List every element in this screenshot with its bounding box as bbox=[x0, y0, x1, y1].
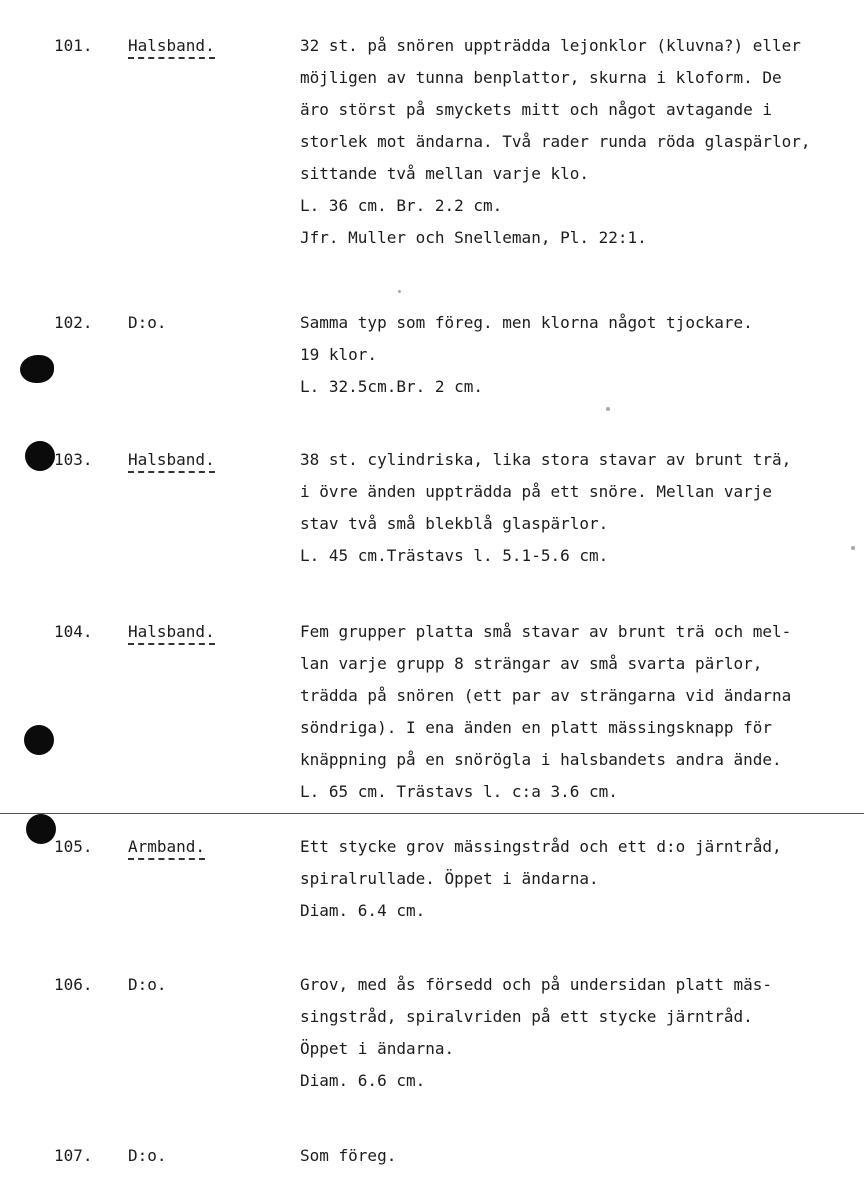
description-line: 32 st. på snören uppträdda lejonklor (kluvna?) eller bbox=[300, 36, 801, 55]
description-line: Som föreg. bbox=[300, 1146, 397, 1165]
description-line: Samma typ som föreg. men klorna något tjockare. bbox=[300, 313, 753, 332]
entry-description bbox=[300, 307, 860, 403]
description-line: Fem grupper platta små stavar av brunt trä och mel- bbox=[300, 622, 792, 641]
entry-title: D:o. bbox=[128, 313, 167, 332]
entry-description bbox=[300, 1140, 860, 1172]
entry-title: Halsband. bbox=[128, 450, 215, 473]
description-line: storlek mot ändarna. Två rader runda röda glaspärlor, bbox=[300, 132, 811, 151]
description-line: singstråd, spiralvriden på ett stycke järntråd. bbox=[300, 1007, 753, 1026]
description-line: Diam. 6.6 cm. bbox=[300, 1071, 426, 1090]
entry-description bbox=[300, 444, 860, 572]
description-line: stav två små blekblå glaspärlor. bbox=[300, 514, 609, 533]
entry-number: 101. bbox=[54, 36, 93, 55]
description-line: i övre änden uppträdda på ett snöre. Mellan varje bbox=[300, 482, 773, 501]
entry-title: Halsband. bbox=[128, 622, 215, 645]
entry-number: 107. bbox=[54, 1146, 93, 1165]
entry-description bbox=[300, 616, 860, 800]
entry-description bbox=[300, 969, 860, 1097]
ink-speck bbox=[398, 290, 401, 293]
punch-hole-mark bbox=[26, 814, 56, 844]
description-line: Öppet i ändarna. bbox=[300, 1039, 455, 1058]
description-line: äro störst på smyckets mitt och något avtagande i bbox=[300, 100, 773, 119]
entry-number: 105. bbox=[54, 837, 93, 856]
description-line: sittande två mellan varje klo. bbox=[300, 164, 589, 183]
description-line: spiralrullade. Öppet i ändarna. bbox=[300, 869, 599, 888]
description-line: trädda på snören (ett par av strängarna vid ändarna bbox=[300, 686, 792, 705]
description-line: söndriga). I ena änden en platt mässingsknapp för bbox=[300, 718, 773, 737]
description-line: Grov, med ås försedd och på undersidan platt mäs- bbox=[300, 975, 773, 994]
description-line: L. 45 cm.Trästavs l. 5.1-5.6 cm. bbox=[300, 546, 609, 565]
entry-title: D:o. bbox=[128, 1146, 167, 1165]
description-line: 38 st. cylindriska, lika stora stavar av brunt trä, bbox=[300, 450, 792, 469]
description-line: L. 65 cm. Trästavs l. c:a 3.6 cm. bbox=[300, 782, 618, 801]
entry-number: 104. bbox=[54, 622, 93, 641]
description-line: Ett stycke grov mässingstråd och ett d:o järntråd, bbox=[300, 837, 782, 856]
punch-hole-mark bbox=[20, 355, 54, 383]
description-line: Diam. 6.4 cm. bbox=[300, 901, 426, 920]
entry-title: Halsband. bbox=[128, 36, 215, 59]
description-line: L. 32.5cm.Br. 2 cm. bbox=[300, 377, 484, 396]
entry-title: Armband. bbox=[128, 837, 205, 860]
entry-description bbox=[300, 30, 860, 254]
entry-number: 106. bbox=[54, 975, 93, 994]
punch-hole-mark bbox=[24, 725, 54, 755]
entry-description bbox=[300, 831, 860, 927]
description-line: Jfr. Muller och Snelleman, Pl. 22:1. bbox=[300, 228, 647, 247]
description-line: L. 36 cm. Br. 2.2 cm. bbox=[300, 196, 503, 215]
ink-speck bbox=[606, 407, 610, 411]
description-line: möjligen av tunna benplattor, skurna i kloform. De bbox=[300, 68, 782, 87]
description-line: knäppning på en snörögla i halsbandets andra ände. bbox=[300, 750, 782, 769]
description-line: 19 klor. bbox=[300, 345, 378, 364]
entry-title: D:o. bbox=[128, 975, 167, 994]
entry-number: 103. bbox=[54, 450, 93, 469]
description-line: lan varje grupp 8 strängar av små svarta pärlor, bbox=[300, 654, 763, 673]
fold-line bbox=[0, 813, 864, 814]
entry-number: 102. bbox=[54, 313, 93, 332]
punch-hole-mark bbox=[25, 441, 55, 471]
